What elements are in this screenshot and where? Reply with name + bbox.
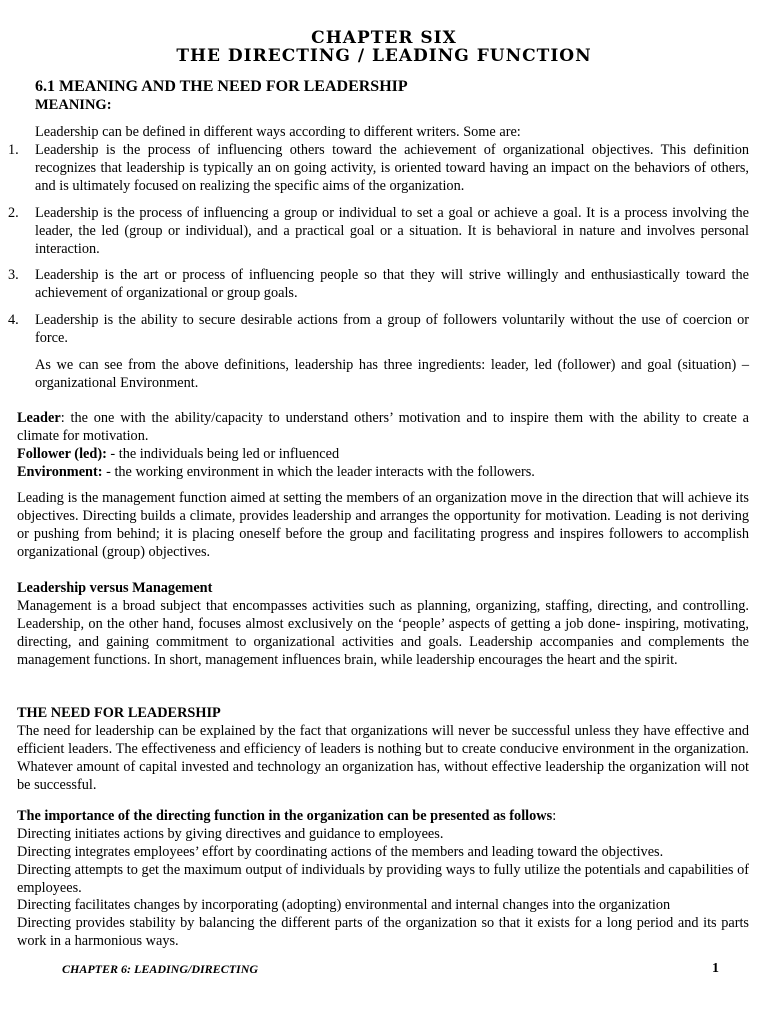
importance-item: Directing facilitates changes by incorporating (adopting) environmental and internal changes into the organization <box>17 897 671 913</box>
footer-chapter-label: CHAPTER 6: LEADING/DIRECTING <box>62 962 259 976</box>
section-title: 6.1 MEANING AND THE NEED FOR LEADERSHIP <box>35 78 408 95</box>
importance-colon: : <box>552 808 557 824</box>
follower-text: - the individuals being led or influenced <box>106 446 340 462</box>
importance-item: Directing attempts to get the maximum output of individuals by providing ways to fully utilize the potentials and capabilities of employees. <box>17 862 749 896</box>
chapter-number: CHAPTER SIX <box>311 28 457 48</box>
environment-label: Environment: <box>17 464 103 480</box>
definition-number: 4. <box>8 312 19 328</box>
lvm-paragraph: Management is a broad subject that encompasses activities such as planning, organizing, staffing, directing, and controlling. Leadership, on the other hand, focuses almost exclusively on the ‘people’ aspects of getting a job done- inspiring, motivating, directing, and gaining commitment to organizational activities and goals. Leadership accompanies and complements the management functions. In short, management influences brain, while leadership encourages the heart and the spirit. <box>17 598 749 668</box>
lvm-heading: Leadership versus Management <box>17 580 213 596</box>
importance-item: Directing integrates employees’ effort by coordinating actions of the members and leading toward the objectives. <box>17 844 664 860</box>
definition-text: Leadership is the ability to secure desirable actions from a group of followers voluntarily without the use of coercion or force. <box>35 312 749 346</box>
intro-text: Leadership can be defined in different ways according to different writers. Some are: <box>35 124 521 140</box>
need-paragraph: The need for leadership can be explained by the fact that organizations will never be successful unless they have effective and efficient leaders. The effectiveness and efficiency of leaders is nothing but to create conducive environment in the organization. Whatever amount of capital invested and technology an organization has, without effective leadership the organization will not be successful. <box>17 723 749 793</box>
page-number: 1 <box>712 961 719 976</box>
importance-item: Directing initiates actions by giving directives and guidance to employees. <box>17 826 444 842</box>
chapter-title: THE DIRECTING / LEADING FUNCTION <box>176 46 592 66</box>
leading-paragraph: Leading is the management function aimed at setting the members of an organization move in the direction that will achieve its objectives. Directing builds a climate, provides leadership and arranges the opportunity for motivation. Leading is not deriving or pushing from behind; it is placing oneself before the group and facilitating progress and inspires followers to accomplish organizational (group) objectives. <box>17 490 749 560</box>
environment-text: - the working environment in which the leader interacts with the followers. <box>102 464 535 480</box>
definition-number: 2. <box>8 205 19 221</box>
meaning-subtitle: MEANING: <box>35 97 112 113</box>
need-heading: THE NEED FOR LEADERSHIP <box>17 705 221 721</box>
leader-text: : the one with the ability/capacity to understand others’ motivation and to inspire them with the ability to create a climate for motivation. <box>17 410 749 444</box>
definition-number: 1. <box>8 142 19 158</box>
definition-text: Leadership is the process of influencing a group or individual to set a goal or achieve a goal. It is a process involving the leader, the led (group or individual), and a practical goal or a situation. It is behavioral in nature and involves personal interaction. <box>35 205 749 257</box>
leader-definition <box>17 409 749 445</box>
ingredients-text: As we can see from the above definitions, leadership has three ingredients: leader, led (follower) and goal (situation) – organizational Environment. <box>35 357 749 391</box>
importance-item: Directing provides stability by balancing the different parts of the organization so that it exists for a long period and its parts work in a harmonious ways. <box>17 915 749 949</box>
follower-definition <box>17 445 749 463</box>
leader-label: Leader <box>17 410 61 426</box>
importance-heading <box>17 807 749 825</box>
importance-title: The importance of the directing function in the organization can be presented as follows <box>17 808 553 824</box>
environment-definition <box>17 463 749 481</box>
definition-number: 3. <box>8 267 19 283</box>
follower-label: Follower (led): <box>17 446 107 462</box>
definition-text: Leadership is the art or process of influencing people so that they will strive willingly and enthusiastically toward the achievement of organizational or group goals. <box>35 267 749 301</box>
definition-text: Leadership is the process of influencing others toward the achievement of organizational objectives. This definition recognizes that leadership is typically an on going activity, is oriented toward having an impact on the behaviors of others, and is ultimately focused on realizing the specific aims of the organization. <box>35 142 749 194</box>
